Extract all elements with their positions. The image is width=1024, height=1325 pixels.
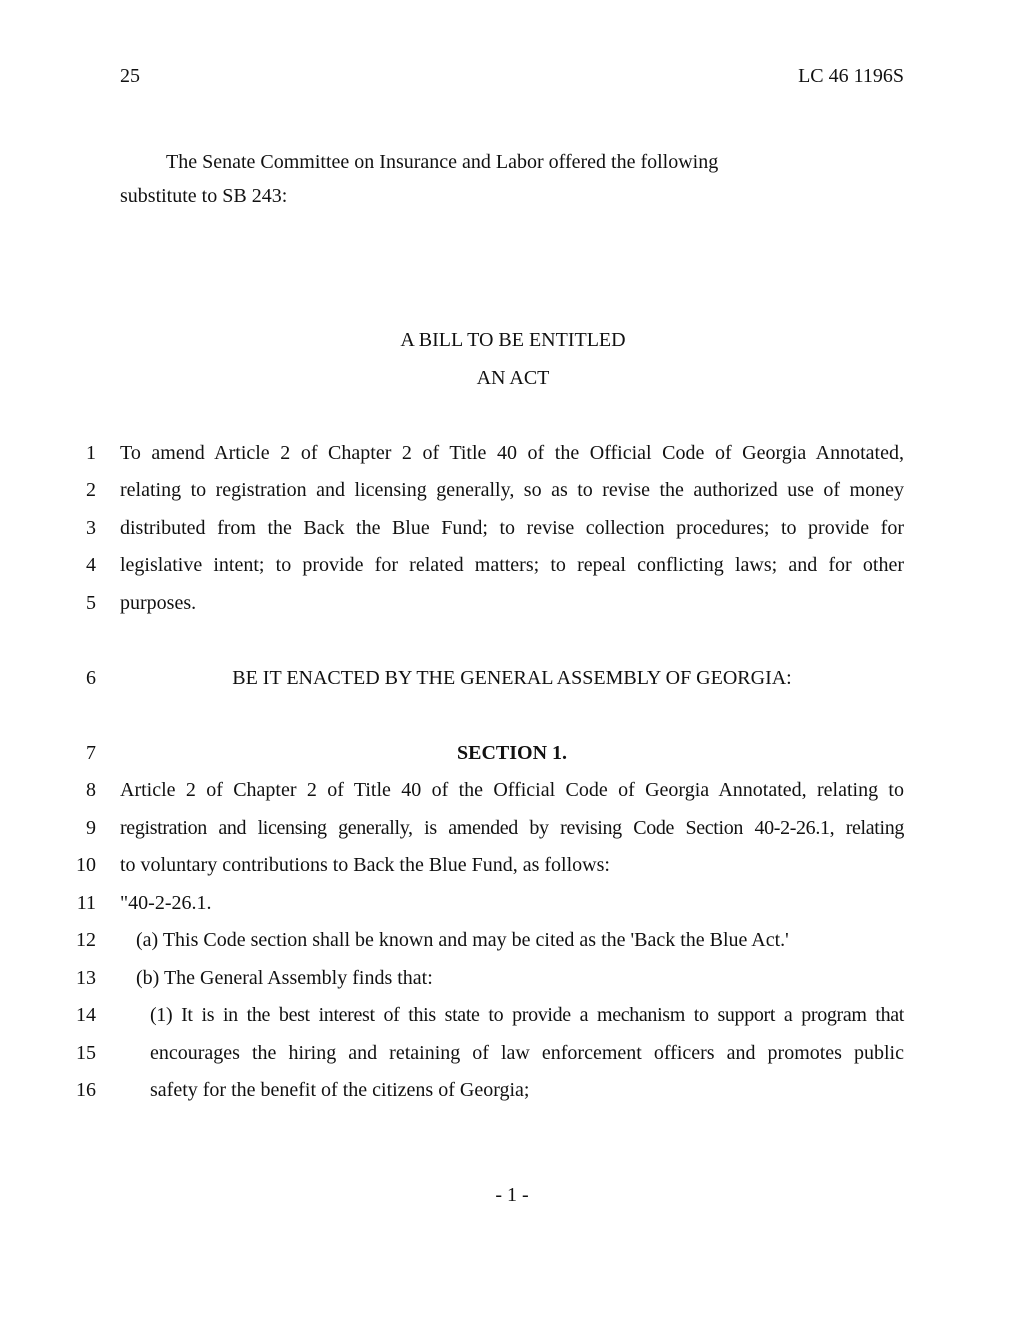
- line-number: 14: [76, 1004, 96, 1026]
- bill-line: distributed from the Back the Blue Fund; to revise collection procedures; to provide for: [120, 517, 904, 539]
- line-number: 4: [86, 554, 96, 576]
- bill-title: A BILL TO BE ENTITLED: [400, 329, 626, 351]
- document-id: LC 46 1196S: [798, 65, 904, 87]
- bill-line: legislative intent; to provide for related matters; to repeal conflicting laws; and for other: [120, 554, 904, 576]
- preface-line-1: The Senate Committee on Insurance and Labor offered the following: [166, 151, 719, 173]
- page-code: 25: [120, 65, 140, 87]
- bill-line: safety for the benefit of the citizens of Georgia;: [150, 1079, 530, 1101]
- line-number: 13: [76, 967, 96, 989]
- bill-line: Article 2 of Chapter 2 of Title 40 of the Official Code of Georgia Annotated, relating to: [120, 779, 904, 801]
- line-number: 1: [86, 442, 96, 464]
- line-number: 6: [86, 667, 96, 689]
- bill-line: relating to registration and licensing generally, so as to revise the authorized use of money: [120, 479, 904, 501]
- bill-line: encourages the hiring and retaining of law enforcement officers and promotes public: [150, 1042, 904, 1064]
- bill-line: (a) This Code section shall be known and may be cited as the 'Back the Blue Act.': [136, 929, 789, 951]
- section-heading: SECTION 1.: [456, 742, 568, 764]
- line-number: 10: [76, 854, 96, 876]
- line-number: 2: [86, 479, 96, 501]
- bill-line: purposes.: [120, 592, 197, 614]
- enacting-clause: BE IT ENACTED BY THE GENERAL ASSEMBLY OF GEORGIA:: [232, 667, 792, 689]
- line-number: 11: [76, 892, 96, 914]
- bill-line: To amend Article 2 of Chapter 2 of Title 40 of the Official Code of Georgia Annotated,: [120, 442, 904, 464]
- bill-line: to voluntary contributions to Back the Blue Fund, as follows:: [120, 854, 610, 876]
- bill-line: (1) It is in the best interest of this state to provide a mechanism to support a program that: [150, 1004, 904, 1026]
- line-number: 15: [76, 1042, 96, 1064]
- line-number: 3: [86, 517, 96, 539]
- bill-line: (b) The General Assembly finds that:: [136, 967, 433, 989]
- line-number: 16: [76, 1079, 96, 1101]
- act-title: AN ACT: [476, 367, 550, 389]
- committee-preface: [120, 145, 906, 213]
- line-number: 8: [86, 779, 96, 801]
- bill-line: "40-2-26.1.: [120, 892, 212, 914]
- bill-line: registration and licensing generally, is amended by revising Code Section 40-2-26.1, relating: [120, 817, 904, 839]
- page-number: - 1 -: [495, 1184, 529, 1206]
- line-number: 5: [86, 592, 96, 614]
- line-number: 12: [76, 929, 96, 951]
- preface-line-2: substitute to SB 243:: [120, 185, 288, 207]
- line-number: 7: [86, 742, 96, 764]
- line-number: 9: [86, 817, 96, 839]
